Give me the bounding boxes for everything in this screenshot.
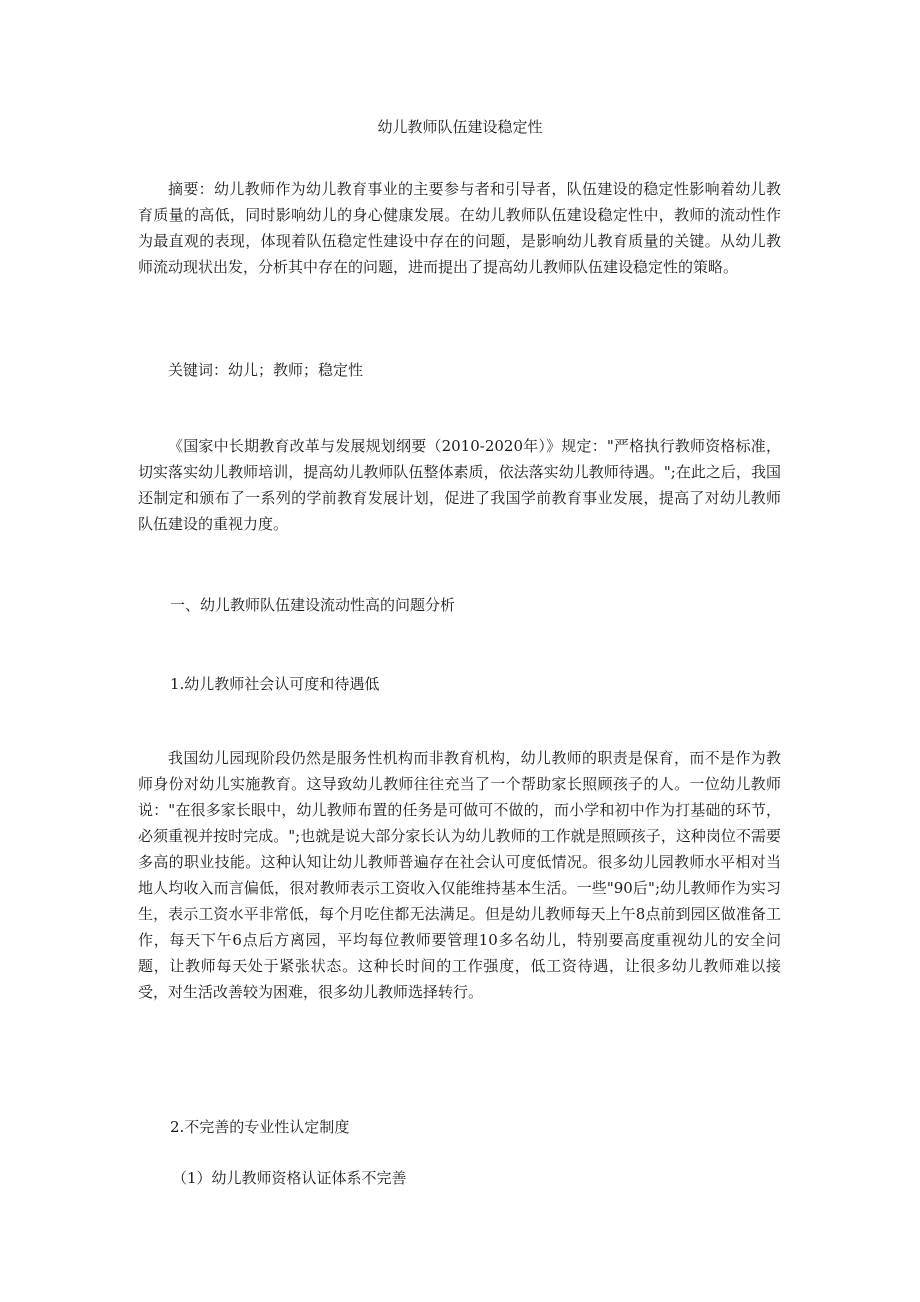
subsection-heading: 2.不完善的专业性认定制度 — [170, 1118, 350, 1136]
section-heading: 一、幼儿教师队伍建设流动性高的问题分析 — [170, 596, 456, 614]
keywords-paragraph: 关键词：幼儿；教师；稳定性 — [168, 361, 364, 379]
body-paragraph: 我国幼儿园现阶段仍然是服务性机构而非教育机构，幼儿教师的职责是保育，而不是作为教师身份对幼儿实施教育。这导致幼儿教师往往充当了一个帮助家长照顾孩子的人。一位幼儿教师说："在很多家长眼中，幼儿教师布置的任务是可做可不做的，而小学和初中作为打基础的环节，必须重视并按时完成。";也就是说大部分家长认为幼儿教师的工作就是照顾孩子，这种岗位不需要多高的职业技能。这种认知让幼儿教师普遍存在社会认可度低情况。很多幼儿园教师水平相对当地人均收入而言偏低，很对教师表示工资收入仅能维持基本生活。一些"90后";幼儿教师作为实习生，表示工资水平非常低，每个月吃住都无法满足。但是幼儿教师每天上午8点前到园区做准备工作，每天下午6点后方离园，平均每位教师要管理10多名幼儿，特别要高度重视幼儿的安全问题，让教师每天处于紧张状态。这种长时间的工作强度，低工资待遇，让很多幼儿教师难以接受，对生活改善较为困难，很多幼儿教师选择转行。 — [138, 749, 781, 1001]
abstract-paragraph: 摘要：幼儿教师作为幼儿教育事业的主要参与者和引导者，队伍建设的稳定性影响着幼儿教育质量的高低，同时影响幼儿的身心健康发展。在幼儿教师队伍建设稳定性中，教师的流动性作为最直观的表现，体现着队伍稳定性建设中存在的问题，是影响幼儿教育质量的关键。从幼儿教师流动现状出发，分析其中存在的问题，进而提出了提高幼儿教师队伍建设稳定性的策略。 — [138, 180, 781, 276]
intro-paragraph: 《国家中长期教育改革与发展规划纲要（2010-2020年）》规定："严格执行教师资格标准，切实落实幼儿教师培训，提高幼儿教师队伍整体素质，依法落实幼儿教师待遇。";在此之后，我国还制定和颁布了一系列的学前教育发展计划，促进了我国学前教育事业发展，提高了对幼儿教师队伍建设的重视力度。 — [138, 437, 781, 533]
document-title: 幼儿教师队伍建设稳定性 — [377, 118, 543, 136]
list-item-heading: （1）幼儿教师资格认证体系不完善 — [172, 1169, 407, 1187]
subsection-heading: 1.幼儿教师社会认可度和待遇低 — [170, 675, 380, 693]
